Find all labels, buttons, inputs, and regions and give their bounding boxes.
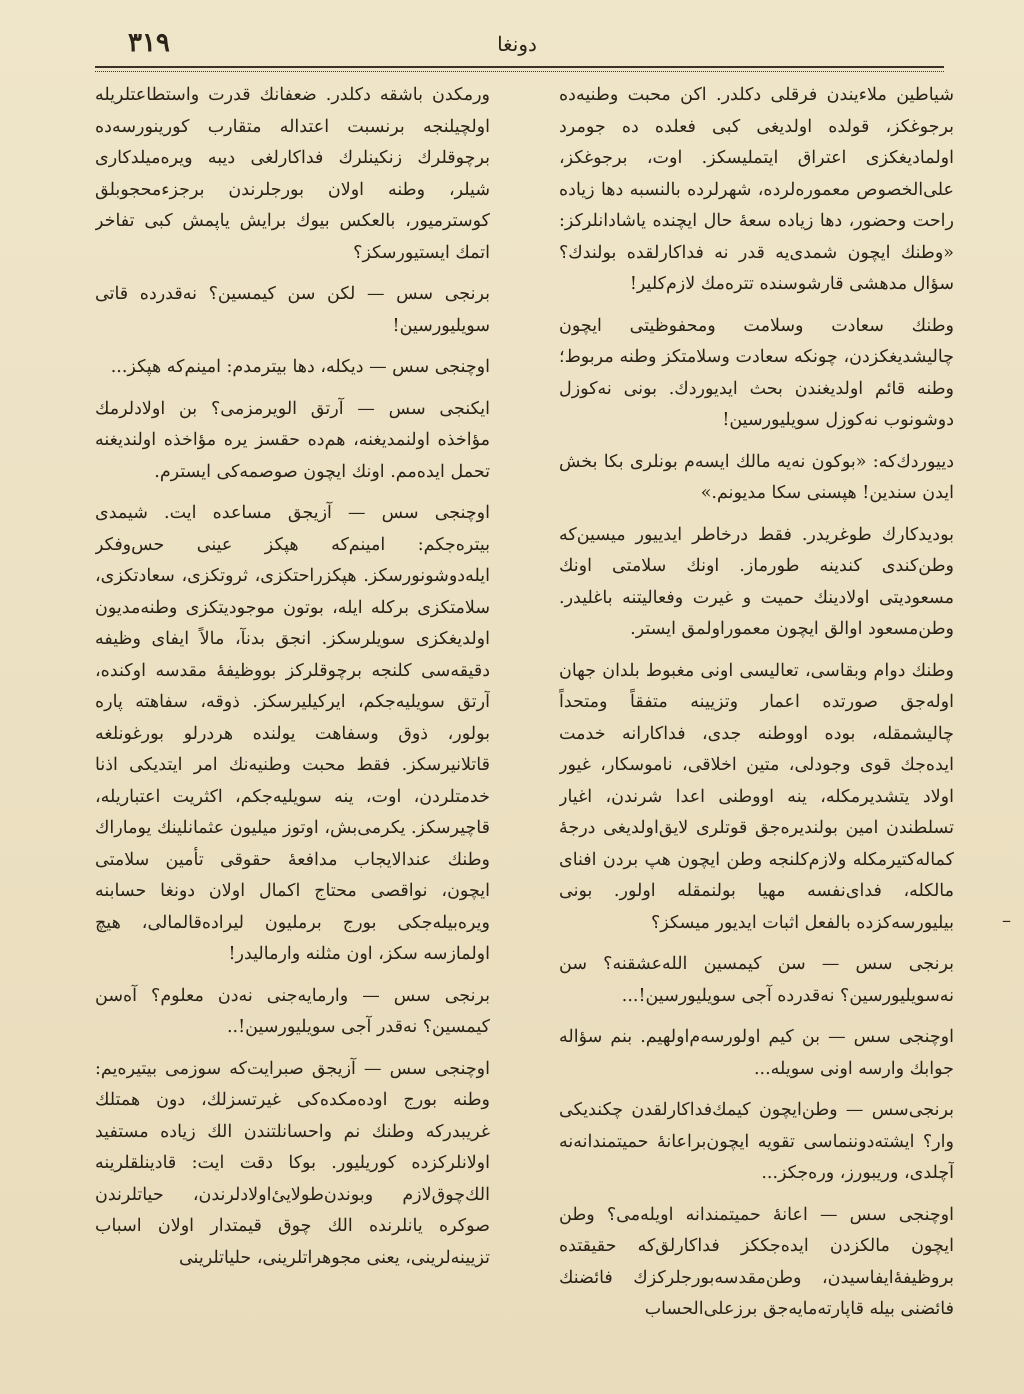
dialogue-line: برنجی‌سس — وطن‌ایچون کیمك‌فداکارلقدن چکندیکی وار؟ ایشته‌دوننماسی تقویه ایچون‌براعانهٔ حمیتمندانه‌نه آچلدی، وریبورز، وره‌جکز... — [559, 1100, 954, 1183]
paragraph: بودیدکارك طوغریدر. فقط درخاطر ایدییور میسین‌که وطن‌کندی کندینه طورماز. اونك سلامتی اونك مسعودیتی اولادینك حمیت و غیرت وفعالیتنه باغلیدر. وطن‌مسعود اوالق ایچون معموراولمق ایستر. — [559, 524, 954, 639]
paragraph: شیاطین ملاءیندن فرقلی دکلدر. اکن محبت وطنیه‌ده برجوغکز، قولده اولدیغی کبی فعلده ده جومرد اولمادیغکزی اعتراق ایتملیسکز. اوت، برجوغکز، علی‌الخصوص معموره‌لرده، شهرلرده بالنسبه دها زیاده راحت وحضور، دها زیاده سعهٔ حال ایچنده یاشادانلرکز: «وطنك ایچون شمدی‌یه قدر نه فداکارلقده بولندك؟ سؤال مدهشی قارشوسنده تتره‌مك لازم‌کلیر! — [559, 85, 954, 294]
page-header — [100, 28, 934, 62]
left-column — [95, 80, 490, 1350]
dialogue-line: برنجی سس — لکن سن کیمسین؟ نه‌قدرده قاتی سویلیورسین! — [95, 284, 490, 336]
dialogue-line: ایکنجی سس — آرتق الویرمزمی؟ بن اولادلرمك مؤاخذه اولنمدیغنه، هم‌ده حقسز یره مؤاخذه اولندیغنه تحمل ایده‌مم. اونك ایچون صوصمه‌کی ایسترم. — [95, 398, 490, 482]
dialogue-line: اوچنجی سس — دیکله، دها بیترمدم: امینم‌که هپکز... — [110, 357, 490, 377]
header-rule — [95, 66, 944, 68]
dialogue-line: برنجی سس — سن کیمسین الله‌عشقنه؟ سن نه‌سویلیورسین؟ نه‌قدرده آجی سویلیورسین!... — [559, 954, 954, 1006]
paragraph: وطنك سعادت وسلامت ومحفوظیتی ایچون چالیشدیغکزدن، چونکه سعادت وسلامتکز وطنه مربوط؛ وطنه قائم اولدیغندن بحث ایدیوردك. بونی نه‌کوزل دوشونوب نه‌کوزل سویلیورسین! — [559, 315, 954, 430]
paragraph: دییوردك‌که: «بوکون نه‌یه مالك ایسه‌م بونلری بکا بخش ایدن سندین! هپسنی سکا مدیونم.» — [559, 451, 954, 503]
dialogue-line: اوچنجی سس — آزیجق مساعده ایت. شیمدی بیتره‌جکم: امینم‌که هپکز عینی حس‌وفکر ایله‌دوشونورسکز. هپکزراحتکزی، ثروتکزی، سعادتکزی، سلامتکزی برکله ایله، بوتون موجودیتکزی وطنه‌مدیون اولدیغکزی سویلرسکز. انجق بدنآ، مالاً ایفای وظیفه دقیقه‌سی کلنجه برچوقلرکز بووظیفهٔ مقدسه اوکنده، آرتق سویلیه‌جکم، ایرکیلیرسکز. ذوقه، سفاهته پاره بولور، ذوق وسفاهت یولنده هردرلو بورغونلغه قاتلانیرسکز. فقط محبت وطنیه‌نك امر ایتدیکی اذنا خدمتلردن، اوت، ینه سویلیه‌جکم، اکثریت اعتباریله، قاچیرسکز. یکرمی‌بش، اوتوز میلیون عثمانلینك یوماراك وطنك عندالایجاب مدافعهٔ حقوقی تأمین سلامتی ایچون، نواقصی محتاج اکمال اولان دونغا حسابنه ویره‌بیله‌جکی بورج برملیون لیراده‌قالمالی، هیچ اولمازسه سکز، اون مثلنه وارمالیدر! — [95, 503, 490, 964]
margin-mark: – — [1002, 910, 1011, 931]
paragraph: ورمکدن باشقه دکلدر. ضعفانك قدرت واستطاعتلریله اولچیلنجه برنسبت اعتداله متقارب کورینورسه‌ده برچوقلرك زنکینلرك فداکارلغی دیبه ویره‌میلدکاری شیلر، وطنه اولان بورجلرندن برجزءمحجوبلق کوسترمیور، بالعکس بیوك برایش یاپمش کبی تفاخر اتمك ایستیورسکز؟ — [95, 85, 490, 263]
dialogue-line: اوچنجی سس — بن کیم اولورسه‌م‌اولهیم. بنم سؤاله جوابك وارسه اونی سویله... — [559, 1027, 954, 1079]
paragraph: وطنك دوام وبقاسی، تعالیسی اونی مغبوط بلدان جهان اوله‌جق صورتده اعمار وتزیینه متفقاً ومتحداً چالیشمقله، بوده اووطنه جدی، فداکارانه خدمت ایده‌جك قوی وجودلی، متین اخلاقی، ناموسکار، غیور اولاد یتشدیرمکله، ینه اووطنی اعدا شرندن، اغیار تسلطندن امین بولندیره‌جق قوتلری لایق‌اولدیغی درجهٔ کماله‌کتیرمکله ولازم‌کلنجه وطن ایچون هپ بردن افنای مالکله، فدای‌نفسه مهیا بولنمقله اولور. بونی بیلیورسه‌کزده بالفعل اثبات ایدیور میسکز؟ — [559, 660, 954, 933]
dialogue-line: اوچنجی سس — اعانهٔ حمیتمندانه اویله‌می؟ وطن ایچون مالکزدن ایده‌جککز فداکارلق‌که حقیقتده بروظیفهٔ‌ایفاسیدن، وطن‌مقدسه‌بورجلرکزك فائضنك فائضنی بیله قاپارته‌مایه‌جق برزعلی‌الحساب — [559, 1204, 954, 1319]
page-number: ۳۱۹ — [128, 28, 170, 58]
running-title: دونغا — [497, 32, 537, 56]
right-column — [559, 80, 954, 1350]
dialogue-line: برنجی سس — وارمایه‌جنی نه‌دن معلوم؟ آه‌سن کیمسین؟ نه‌قدر آجی سویلیورسین!.. — [95, 985, 490, 1037]
dialogue-line: اوچنجی سس — آزیجق صبرایت‌که سوزمی بیتیره‌یم: وطنه بورج اوده‌مکده‌کی غیرتسزلك، دون همتلك غریبدرکه وطنك نم واحسانلتندن الك زیاده مستفید اولانلرکزده کوریلیور. بوکا دقت ایت: قادینلقلرینه الك‌چوق‌لازم وبوندن‌طولاییٔ‌اولادلرندن، حیاتلرندن صوکره یانلرنده الك چوق قیمتدار اولان اسباب تزیینه‌لرینی، یعنی مجوهراتلرینی، حلیاتلرینی — [95, 1058, 490, 1268]
